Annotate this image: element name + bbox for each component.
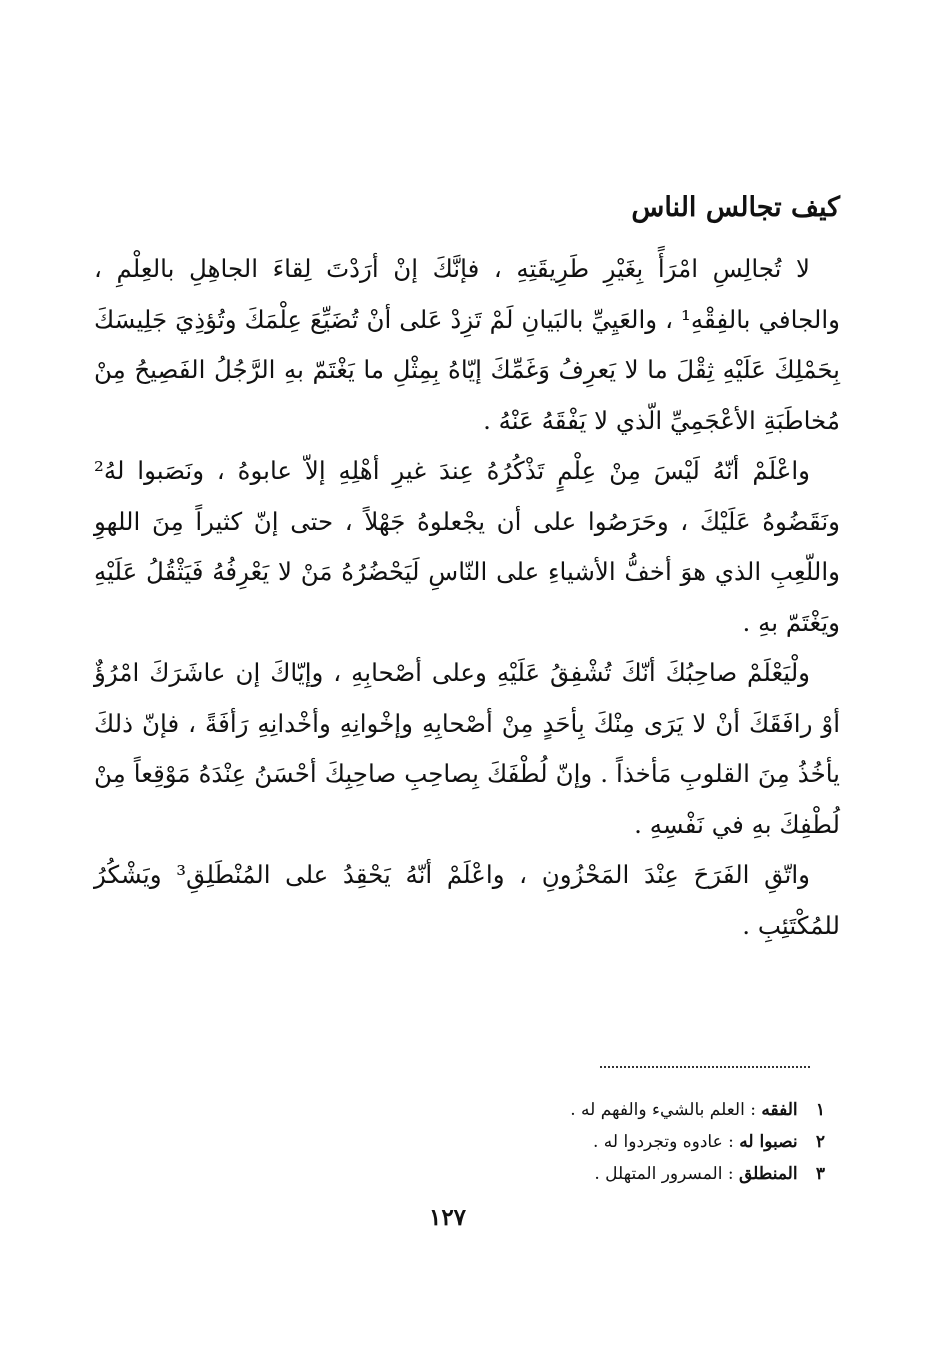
page-number: ١٢٧ [428,1204,467,1231]
footnote-3 [225,1158,825,1190]
paragraph-3: ولْيَعْلَمْ صاحِبُكَ أنّكَ تُشْفِقُ عَلَيْهِ وعلى أصْحابِهِ ، وإيّاكَ إن عاشَرَكَ امْرُؤٌ أوْ رافَقَكَ أنْ لا يَرَى مِنْكَ بِأحَدٍ مِنْ أصْحابِهِ وإخْوانِهِ وأخْدانِهِ رَأفَةً ، فإنّ ذلكَ يأخُذُ مِنَ القلوبِ مَأخذاً . وإنّ لُطْفَكَ بِصاحِبِ صاحِبِكَ أحْسَنُ عِنْدَهُ مَوْقِعاً مِنْ لُطْفِكَ بهِ في نَفْسِهِ . [94,658,840,839]
footnote-separator: : [722,1132,734,1152]
body-text [94,244,840,951]
paragraph-4: واتّقِ الفَرَحَ عِنْدَ المَحْزُونِ ، واعْلَمْ أنّهُ يَحْقِدُ على المُنْطَلِقِ³ ويَشْكُرُ للمُكْتَئِبِ . [94,860,840,940]
footnote-divider [600,1066,810,1068]
footnote-text: العلم بالشيء والفهم له . [570,1100,745,1120]
footnote-1 [225,1094,825,1126]
footnote-separator: : [744,1100,756,1120]
footnote-term: الفقه [761,1100,798,1120]
footnote-2 [225,1126,825,1158]
footnote-number: ٣ [815,1164,825,1184]
section-heading: كيف تجالس الناس [631,192,840,223]
footnote-text: عادوه وتجردوا له . [593,1132,723,1152]
footnotes [225,1094,825,1190]
footnote-number: ٢ [815,1132,825,1152]
paragraph-1: لا تُجالِسِ امْرَأً بِغَيْرِ طَرِيقَتِهِ ، فإنَّكَ إنْ أرَدْتَ لِقاءَ الجاهِلِ بالعِلْمِ ، والجافي بالفِقْهِ¹ ، والعَيِيِّ بالبَيانِ لَمْ تَزِدْ عَلى أنْ تُضَيِّعَ عِلْمَكَ وتُؤذِيَ جَلِيسَكَ بِحَمْلِكَ عَلَيْهِ ثِقْلَ ما لا يَعرِفُ وَغَمِّكَ إيّاهُ بِمِثْلِ ما يَغْتَمّ بهِ الرَّجُلُ الفَصِيحُ مِنْ مُخاطَبَةِ الأعْجَمِيِّ الّذي لا يَفْقَهُ عَنْهُ . [94,254,840,435]
footnote-separator: : [722,1164,734,1184]
footnote-number: ١ [815,1100,825,1120]
paragraph-2: واعْلَمْ أنّهُ لَيْسَ مِنْ عِلْمٍ تَذْكُرُهُ عِندَ غيرِ أهْلِهِ إلاّ عابوهُ ، ونَصَبوا لهُ² ونَقَضُوهُ عَلَيْكَ ، وحَرَصُوا على أن يجْعلوهُ جَهْلاً ، حتى إنّ كثيراً مِنَ اللهوِ واللّعِبِ الذي هوَ أخفُّ الأشياءِ على النّاسِ لَيَحْضُرُهُ مَنْ لا يَعْرِفُهُ فَيَثْقُلُ عَلَيْهِ ويَغْتَمّ بهِ . [94,456,840,637]
footnote-text: المسرور المتهلل . [594,1164,723,1184]
footnote-term: المنطلق [738,1164,798,1184]
footnote-term: نصبوا له [739,1132,798,1152]
